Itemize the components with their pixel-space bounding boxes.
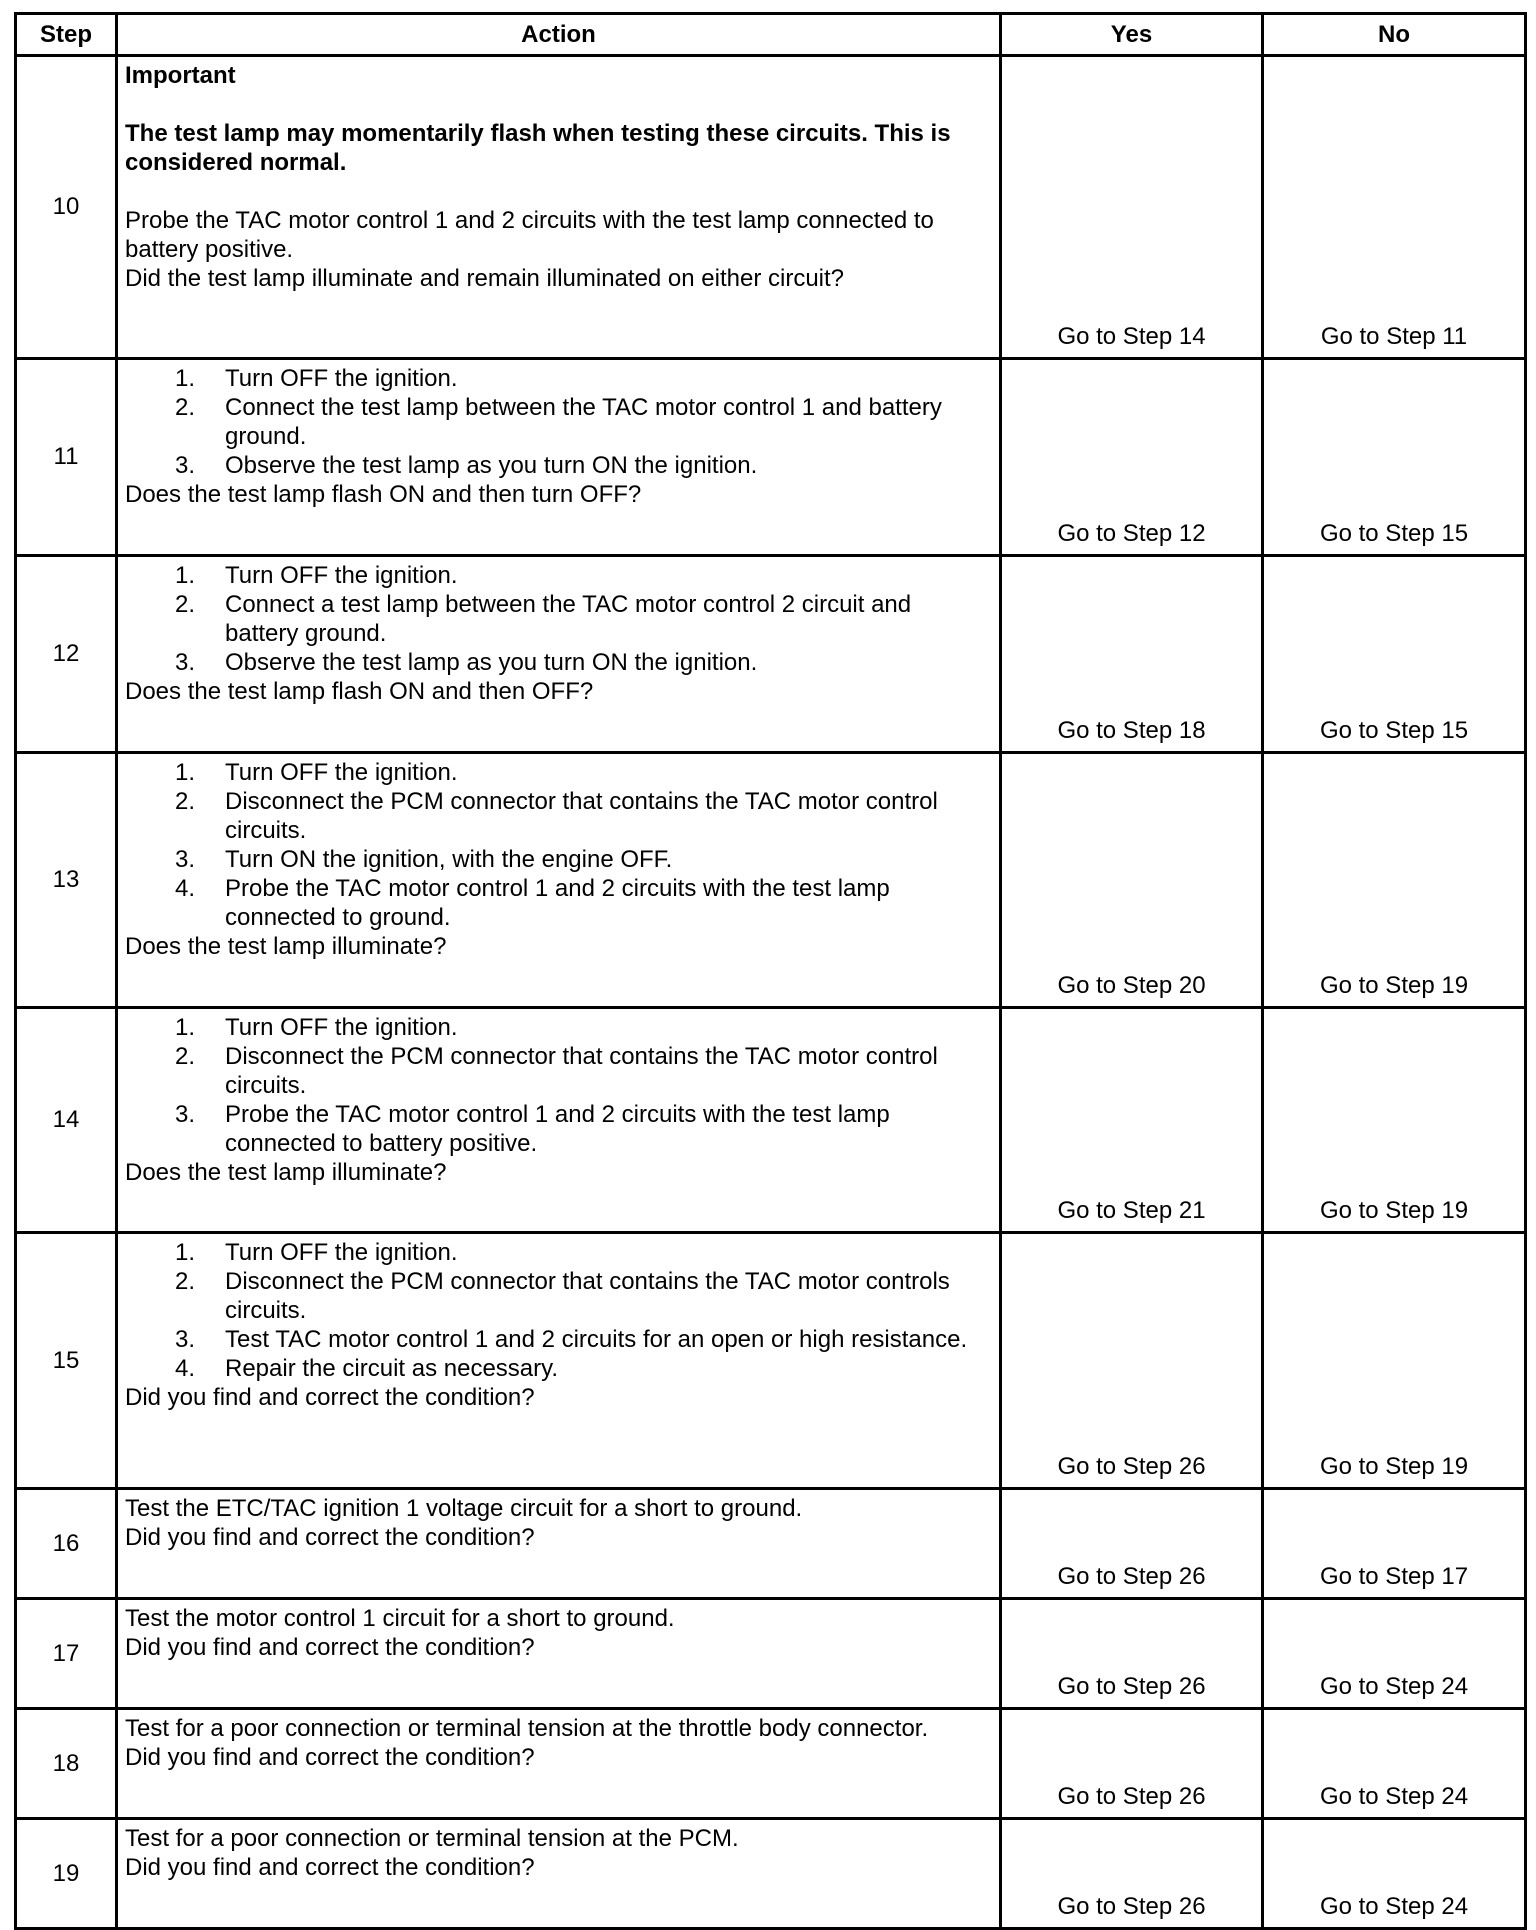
- header-step: Step: [16, 14, 117, 56]
- list-item: 1. Turn OFF the ignition.: [175, 759, 458, 786]
- header-row: [16, 14, 1526, 56]
- list-item: 4. Repair the circuit as necessary.: [175, 1355, 559, 1382]
- list-item: 1. Turn OFF the ignition.: [175, 365, 458, 392]
- no-result: Go to Step 24: [1263, 1599, 1526, 1709]
- list-item: 2. Disconnect the PCM connector that contains the TAC motor control circuits.: [175, 1043, 938, 1099]
- question-text: Does the test lamp flash ON and then turn OFF?: [125, 481, 642, 508]
- action-cell: [117, 1819, 1001, 1929]
- step-number: 16: [16, 1489, 117, 1599]
- no-result: Go to Step 19: [1263, 1008, 1526, 1233]
- table-row: [16, 556, 1526, 753]
- question-text: Did you find and correct the condition?: [125, 1634, 535, 1661]
- question-text: Did you find and correct the condition?: [125, 1384, 535, 1411]
- action-cell: [117, 556, 1001, 753]
- step-number: 18: [16, 1709, 117, 1819]
- list-item: 2. Disconnect the PCM connector that contains the TAC motor control circuits.: [175, 788, 938, 844]
- list-item: 2. Connect the test lamp between the TAC motor control 1 and battery ground.: [175, 394, 942, 450]
- instruction-text: Probe the TAC motor control 1 and 2 circuits with the test lamp connected to battery positive.: [125, 207, 934, 263]
- action-cell: [117, 56, 1001, 359]
- list-item: 1. Turn OFF the ignition.: [175, 1014, 458, 1041]
- table-row: [16, 1819, 1526, 1929]
- step-number: 11: [16, 359, 117, 556]
- no-result: Go to Step 19: [1263, 1233, 1526, 1489]
- action-text: Test for a poor connection or terminal tension at the PCM.: [125, 1825, 739, 1852]
- list-item: 4. Probe the TAC motor control 1 and 2 circuits with the test lamp connected to ground.: [175, 875, 890, 931]
- question-text: Did you find and correct the condition?: [125, 1524, 535, 1551]
- yes-result: Go to Step 20: [1001, 753, 1263, 1008]
- action-text: Test for a poor connection or terminal tension at the throttle body connector.: [125, 1715, 929, 1742]
- action-cell: [117, 359, 1001, 556]
- list-item: 3. Probe the TAC motor control 1 and 2 circuits with the test lamp connected to battery positive.: [175, 1101, 890, 1157]
- step-number: 13: [16, 753, 117, 1008]
- no-result: Go to Step 17: [1263, 1489, 1526, 1599]
- table-row: [16, 1008, 1526, 1233]
- yes-result: Go to Step 14: [1001, 56, 1263, 359]
- table-row: [16, 56, 1526, 359]
- list-item: 3. Observe the test lamp as you turn ON the ignition.: [175, 452, 758, 479]
- question-text: Does the test lamp illuminate?: [125, 1159, 447, 1186]
- action-list: [125, 1013, 991, 1158]
- table-row: [16, 1489, 1526, 1599]
- action-cell: [117, 753, 1001, 1008]
- list-item: 3. Turn ON the ignition, with the engine OFF.: [175, 846, 673, 873]
- diagnostic-table: [14, 12, 1527, 1930]
- list-item: 3. Test TAC motor control 1 and 2 circuits for an open or high resistance.: [175, 1326, 968, 1353]
- yes-result: Go to Step 18: [1001, 556, 1263, 753]
- step-number: 17: [16, 1599, 117, 1709]
- no-result: Go to Step 24: [1263, 1709, 1526, 1819]
- yes-result: Go to Step 26: [1001, 1233, 1263, 1489]
- header-action: Action: [117, 14, 1001, 56]
- no-result: Go to Step 24: [1263, 1819, 1526, 1929]
- action-text: Test the ETC/TAC ignition 1 voltage circuit for a short to ground.: [125, 1495, 803, 1522]
- yes-result: Go to Step 26: [1001, 1489, 1263, 1599]
- question-text: Did you find and correct the condition?: [125, 1854, 535, 1881]
- yes-result: Go to Step 26: [1001, 1709, 1263, 1819]
- step-number: 14: [16, 1008, 117, 1233]
- action-list: [125, 364, 991, 480]
- list-item: 3. Observe the test lamp as you turn ON the ignition.: [175, 649, 758, 676]
- question-text: Does the test lamp illuminate?: [125, 933, 447, 960]
- no-result: Go to Step 15: [1263, 556, 1526, 753]
- table-row: [16, 359, 1526, 556]
- header-no: No: [1263, 14, 1526, 56]
- action-text: Test the motor control 1 circuit for a short to ground.: [125, 1605, 675, 1632]
- list-item: 1. Turn OFF the ignition.: [175, 1239, 458, 1266]
- yes-result: Go to Step 26: [1001, 1599, 1263, 1709]
- action-list: [125, 758, 991, 932]
- list-item: 2. Connect a test lamp between the TAC motor control 2 circuit and battery ground.: [175, 591, 912, 647]
- no-result: Go to Step 11: [1263, 56, 1526, 359]
- action-list: [125, 1238, 991, 1383]
- table-row: [16, 1709, 1526, 1819]
- table-row: [16, 753, 1526, 1008]
- step-number: 15: [16, 1233, 117, 1489]
- list-item: 1. Turn OFF the ignition.: [175, 562, 458, 589]
- action-cell: [117, 1489, 1001, 1599]
- step-number: 12: [16, 556, 117, 753]
- important-text: The test lamp may momentarily flash when testing these circuits. This is considered normal.: [125, 120, 951, 176]
- important-label: Important: [125, 62, 236, 89]
- question-text: Does the test lamp flash ON and then OFF?: [125, 678, 594, 705]
- action-cell: [117, 1709, 1001, 1819]
- step-number: 19: [16, 1819, 117, 1929]
- yes-result: Go to Step 12: [1001, 359, 1263, 556]
- table-row: [16, 1233, 1526, 1489]
- question-text: Did the test lamp illuminate and remain illuminated on either circuit?: [125, 265, 845, 292]
- list-item: 2. Disconnect the PCM connector that contains the TAC motor controls circuits.: [175, 1268, 950, 1324]
- step-number: 10: [16, 56, 117, 359]
- action-cell: [117, 1599, 1001, 1709]
- table-row: [16, 1599, 1526, 1709]
- no-result: Go to Step 19: [1263, 753, 1526, 1008]
- yes-result: Go to Step 26: [1001, 1819, 1263, 1929]
- header-yes: Yes: [1001, 14, 1263, 56]
- yes-result: Go to Step 21: [1001, 1008, 1263, 1233]
- action-cell: [117, 1008, 1001, 1233]
- question-text: Did you find and correct the condition?: [125, 1744, 535, 1771]
- action-cell: [117, 1233, 1001, 1489]
- no-result: Go to Step 15: [1263, 359, 1526, 556]
- action-list: [125, 561, 991, 677]
